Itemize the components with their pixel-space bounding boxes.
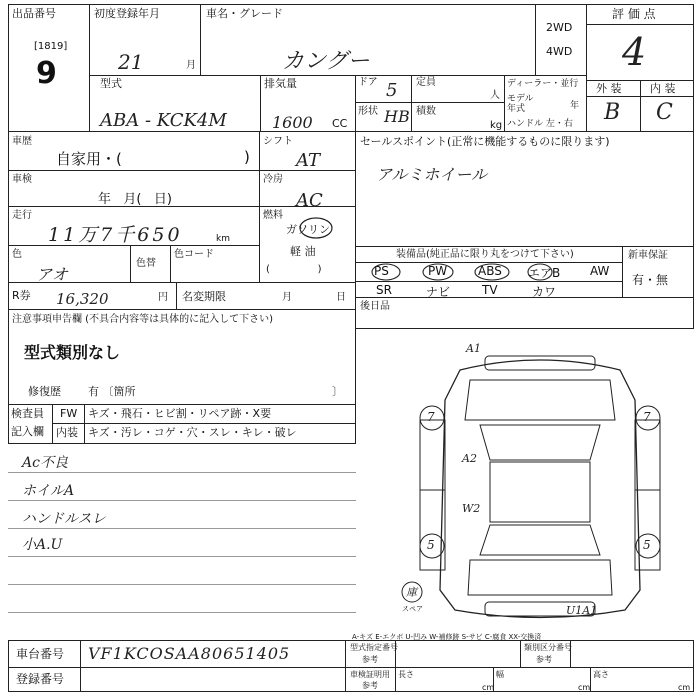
equip-circles [366, 262, 566, 282]
wheel-mark-rl: 5 [427, 538, 435, 552]
cert-ref: 参考 [362, 681, 378, 690]
fill-block [355, 297, 694, 329]
exterior-grade: B [604, 100, 621, 125]
fuel-label: 燃料 [263, 210, 283, 221]
year-suffix: 年 [570, 101, 580, 111]
first-reg-label: 初度登録年月 [94, 7, 160, 20]
capacity-unit: 人 [490, 90, 500, 101]
displacement-value: 1600 [272, 113, 313, 132]
wheel-mark-fr: 7 [643, 410, 651, 424]
class-ref: 参考 [536, 655, 552, 664]
cc-unit: CC [332, 117, 348, 130]
exterior-label: 外 装 [596, 82, 622, 95]
length-label: 長さ [398, 670, 414, 679]
history-block [8, 131, 260, 283]
fw-label: FW [60, 407, 78, 420]
drive-box [535, 4, 587, 76]
inspector-label-2: 記入欄 [11, 425, 44, 438]
spec-ref: 参考 [362, 655, 378, 664]
int-label: 内装 [56, 426, 78, 439]
load-label: 積数 [416, 106, 436, 117]
lot-small: [1819] [34, 41, 68, 52]
name-change-label: 名変期限 [182, 290, 226, 303]
handle-label: ハンドル 左・右 [507, 119, 573, 129]
int-text: キズ・汚レ・コゲ・穴・スレ・キレ・破レ [88, 426, 297, 439]
color-label: 色 [12, 249, 22, 260]
shift-value: AT [296, 150, 321, 171]
door-value: 5 [386, 80, 398, 101]
damage-legend: A-キズ E-エクボ U-凹み W-補修跡 S-サビ C-腐食 XX-交換済 [352, 633, 542, 641]
notes-title: 注意事項申告欄 (不具合内容等は具体的に記入して下さい) [12, 314, 273, 325]
sales-title: セールスポイント(正常に機能するものに限ります) [360, 135, 610, 148]
equip-tv: TV [482, 283, 498, 297]
inspection-value: 年 月( 日) [98, 192, 172, 207]
lot-number: 9 [36, 56, 57, 91]
equip-ps: PS [374, 264, 389, 278]
ac-label: 冷房 [263, 174, 283, 185]
history-value: 自家用・( [56, 150, 122, 168]
drive-2wd: 2WD [546, 21, 573, 34]
cm-2: cm [578, 683, 591, 692]
sales-point: アルミホイール [376, 165, 488, 184]
mileage-value: 11万7千650 [48, 224, 183, 246]
recycle-label: R券 [12, 289, 31, 302]
inspector-note-2: ホイルA [22, 483, 75, 499]
equip-leather: カワ [532, 285, 557, 299]
model-year-label: モデル年式 [507, 94, 534, 114]
inspector-note-4: 小A.U [22, 537, 63, 553]
notes-content: 型式類別なし [24, 343, 121, 362]
name-change-day: 日 [336, 292, 346, 303]
car-diagram [400, 340, 680, 630]
interior-label: 内 装 [650, 82, 676, 95]
repair-close: 〕 [332, 385, 343, 398]
load-unit: kg [490, 120, 503, 131]
wheel-mark-rr: 5 [643, 538, 651, 552]
color-value: アオ [36, 265, 68, 284]
wheel-mark-fl: 7 [427, 410, 435, 424]
shift-label: シフト [263, 136, 293, 147]
mileage-label: 走行 [12, 210, 32, 221]
fuel-circle [296, 216, 336, 240]
inspection-label: 車検 [12, 174, 32, 185]
spec-label: 型式指定番号 [350, 643, 398, 652]
reg-label: 登録番号 [16, 672, 65, 686]
interior-grade: C [656, 100, 673, 125]
fuel-gas: ガソリン [286, 223, 330, 236]
width-label: 幅 [496, 670, 504, 679]
model-label: 型式 [100, 77, 122, 90]
warranty-value: 有・無 [632, 273, 669, 287]
chassis-value: VF1KCOSAA80651405 [88, 644, 291, 663]
inspector-label-1: 検査員 [11, 407, 44, 420]
first-reg-month: 月 [186, 60, 196, 71]
history-label: 車歴 [12, 136, 32, 147]
equip-navi: ナビ [426, 285, 451, 299]
cm-1: cm [482, 683, 495, 692]
score-label: 評 価 点 [612, 7, 656, 21]
mark-u1a1: U1A1 [566, 604, 598, 617]
color-swap-label: 色替 [136, 258, 156, 269]
mark-a1-top: A1 [466, 342, 481, 355]
fw-text: キズ・飛石・ヒビ割・リペア跡・X要 [88, 407, 272, 420]
equip-title: 装備品(純正品に限り丸をつけて下さい) [396, 249, 574, 260]
history-close: ) [244, 148, 250, 166]
spare-label: スペア [402, 605, 423, 613]
equip-aw: AW [590, 264, 610, 278]
equip-airbag: エアB [528, 266, 561, 280]
capacity-label: 定員 [416, 77, 436, 88]
fuel-diesel: 軽 油 [290, 245, 316, 258]
km-unit: km [216, 234, 230, 244]
score-value: 4 [622, 30, 647, 74]
ac-value: AC [296, 190, 323, 211]
equip-abs: ABS [478, 264, 502, 278]
repair-label: 修復歴 [28, 385, 61, 398]
car-name: カングー [282, 49, 370, 74]
cert-label: 車検証明用 [350, 670, 390, 679]
fill-label: 後日品 [360, 301, 390, 312]
recycle-value: 16,320 [56, 290, 109, 308]
lot-label: 出品番号 [12, 7, 56, 20]
equip-pw: PW [428, 264, 448, 278]
chassis-label: 車台番号 [16, 647, 65, 661]
shape-label: 形状 [358, 106, 378, 117]
class-label: 類別区分番号 [524, 643, 572, 652]
height-label: 高さ [593, 670, 609, 679]
repair-value: 有 〔箇所 [88, 385, 136, 398]
recycle-yen: 円 [158, 292, 168, 303]
color-code-label: 色コード [174, 249, 214, 260]
dealer-label: ディーラー・並行 [507, 79, 579, 89]
first-reg-year: 21 [118, 50, 144, 74]
sales-block [355, 131, 694, 247]
drive-4wd: 4WD [546, 45, 573, 58]
equip-sr: SR [376, 283, 392, 297]
shape-value: HB [384, 107, 410, 126]
displacement-label: 排気量 [264, 77, 297, 90]
inspector-note-1: Ac不良 [22, 455, 68, 471]
new-car-label: 新車保証 [628, 250, 668, 261]
cm-3: cm [678, 683, 691, 692]
name-change-month: 月 [282, 292, 292, 303]
car-name-label: 車名・グレード [206, 7, 283, 20]
door-label: ドア [358, 77, 378, 88]
mark-a2: A2 [462, 452, 477, 465]
model-value: ABA - KCK4M [100, 110, 227, 131]
fuel-paren: ( ) [266, 264, 322, 275]
inspector-note-3: ハンドルスレ [22, 511, 106, 527]
mark-w2: W2 [462, 502, 481, 515]
spare-mark: 庫 [406, 586, 417, 599]
